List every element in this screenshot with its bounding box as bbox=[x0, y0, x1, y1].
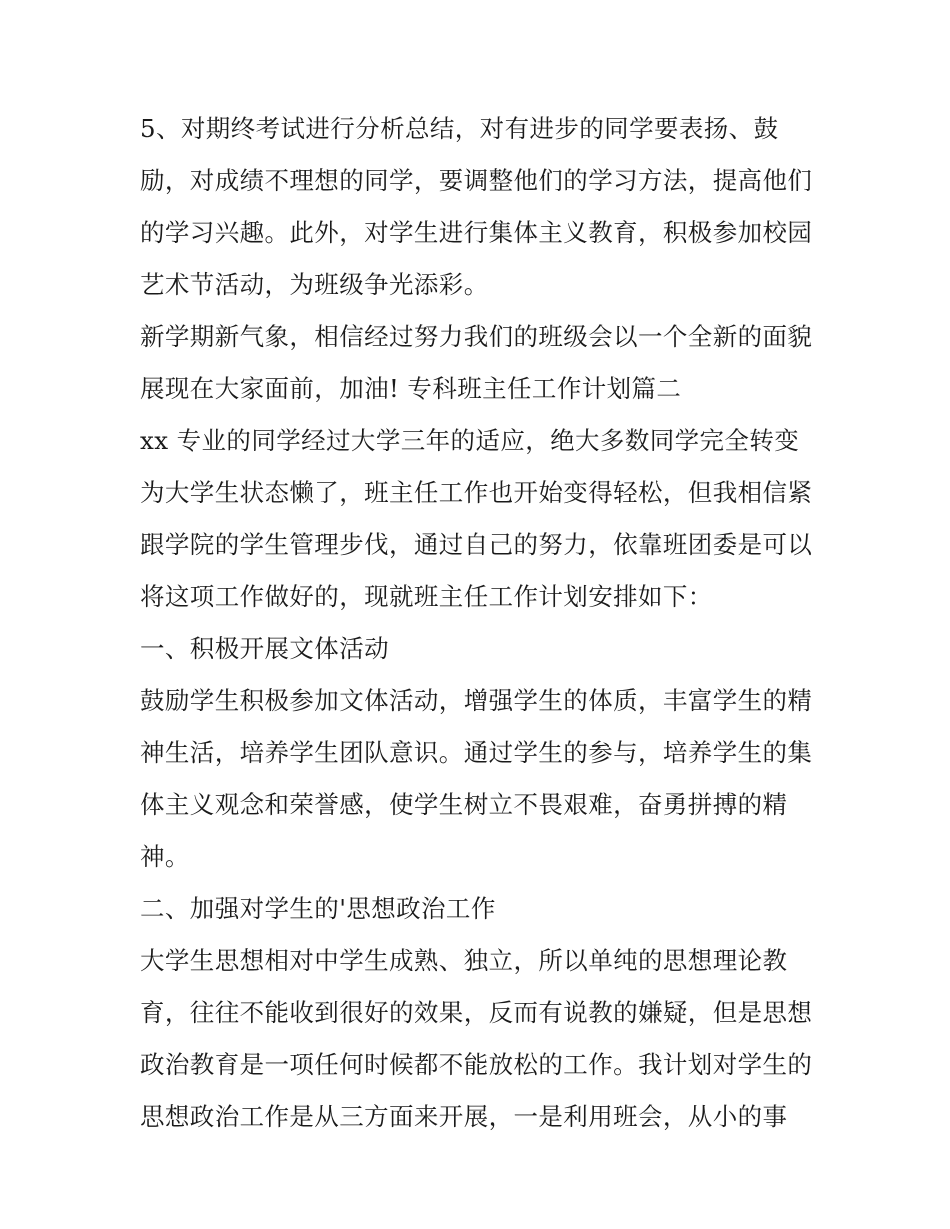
text-line: xx 专业的同学经过大学三年的适应，绝大多数同学完全转变 bbox=[140, 426, 800, 455]
text-line: 政治教育是一项任何时候都不能放松的工作。我计划对学生的 bbox=[140, 1050, 813, 1079]
text-line: 跟学院的学生管理步伐，通过自己的努力，依靠班团委是可以 bbox=[140, 530, 813, 559]
text-line: 鼓励学生积极参加文体活动，增强学生的体质，丰富学生的精 bbox=[140, 686, 813, 715]
text-line: 神。 bbox=[140, 842, 190, 871]
text-line: 新学期新气象，相信经过努力我们的班级会以一个全新的面貌 bbox=[140, 322, 813, 351]
text-line: 艺术节活动，为班级争光添彩。 bbox=[140, 270, 489, 299]
text-line: 体主义观念和荣誉感，使学生树立不畏艰难，奋勇拼搏的精 bbox=[140, 790, 788, 819]
text-line: 为大学生状态懒了，班主任工作也开始变得轻松，但我相信紧 bbox=[140, 478, 813, 507]
text-line: 展现在大家面前，加油! 专科班主任工作计划篇二 bbox=[140, 374, 682, 403]
text-line: 将这项工作做好的，现就班主任工作计划安排如下： bbox=[140, 582, 713, 611]
text-line: 神生活，培养学生团队意识。通过学生的参与，培养学生的集 bbox=[140, 738, 813, 767]
document-body bbox=[140, 103, 820, 1143]
text-line: 大学生思想相对中学生成熟、独立，所以单纯的思想理论教 bbox=[140, 946, 788, 975]
section-heading: 二、加强对学生的'思想政治工作 bbox=[140, 894, 496, 923]
section-heading: 一、积极开展文体活动 bbox=[140, 634, 389, 663]
text-line: 5、对期终考试进行分析总结，对有进步的同学要表扬、鼓 bbox=[140, 114, 779, 143]
text-line: 励，对成绩不理想的同学，要调整他们的学习方法，提高他们 bbox=[140, 166, 813, 195]
text-line: 思想政治工作是从三方面来开展，一是利用班会，从小的事 bbox=[140, 1102, 788, 1131]
text-line: 的学习兴趣。此外，对学生进行集体主义教育，积极参加校园 bbox=[140, 218, 813, 247]
text-line: 育，往往不能收到很好的效果，反而有说教的嫌疑，但是思想 bbox=[140, 998, 813, 1027]
